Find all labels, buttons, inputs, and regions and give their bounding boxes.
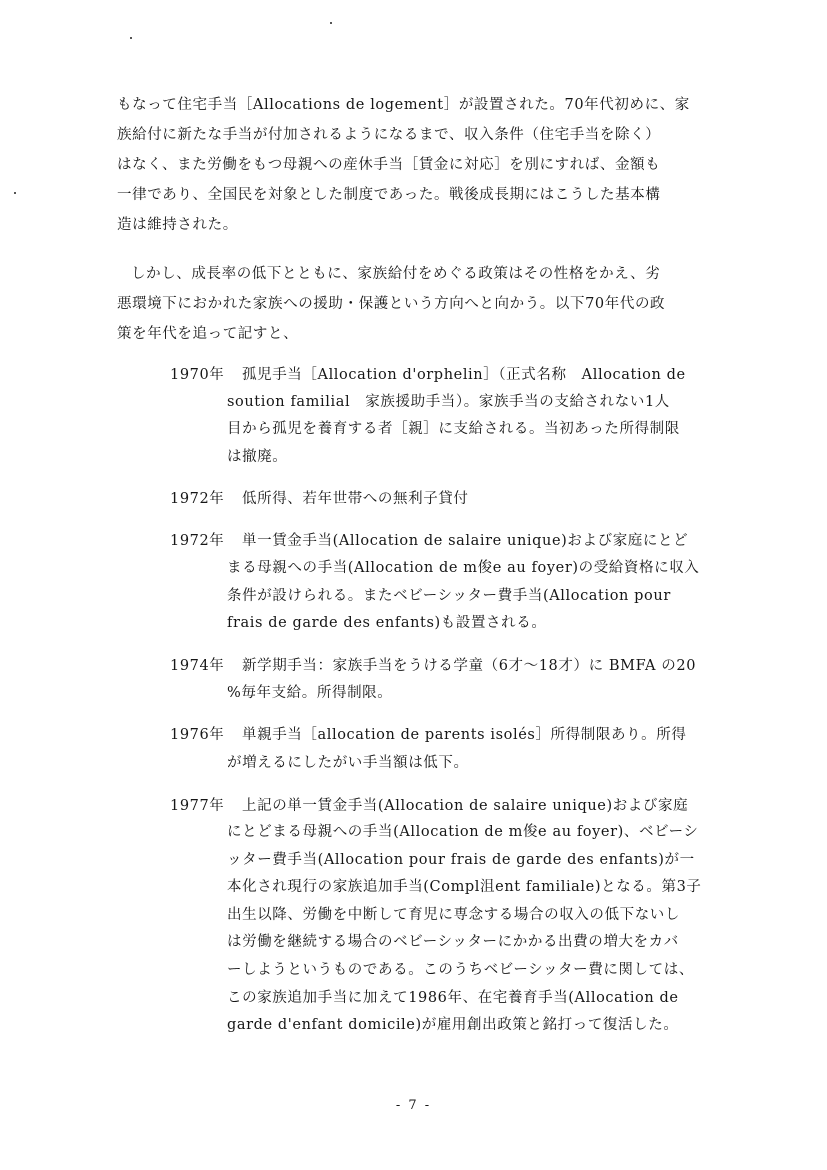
- entry-year: 1976年: [170, 727, 225, 743]
- entry-text-line: は撤廃。: [227, 449, 288, 465]
- entry-text-line: soution familial 家族援助手当）。家族手当の支給されない1人: [227, 394, 670, 410]
- entry-text-line: 低所得、若年世帯への無利子貸付: [242, 491, 469, 507]
- body-text-line: 族給付に新たな手当が付加されるようになるまで、収入条件（住宅手当を除く）: [117, 127, 661, 143]
- scan-speck: [14, 192, 16, 194]
- entry-text-line: にとどまる母親への手当(Allocation de m俊e au foyer)、ベビーシ: [227, 824, 699, 840]
- scan-speck: [130, 37, 132, 39]
- entry-text-line: %毎年支給。所得制限。: [227, 685, 393, 701]
- entry-year: 1974年: [170, 658, 225, 674]
- scan-speck: [330, 22, 332, 24]
- entry-year: 1970年: [170, 367, 225, 383]
- entry-text-line: 単一賃金手当(Allocation de salaire unique)および家庭にとど: [242, 533, 689, 549]
- body-text-line: もなって住宅手当［Allocations de logement］が設置された。70年代初めに、家: [117, 97, 690, 113]
- entry-text-line: 条件が設けられる。またベビーシッター費手当(Allocation pour: [227, 588, 671, 604]
- entry-text-line: 新学期手当：家族手当をうける学童（6才～18才）に BMFA の20: [242, 658, 697, 674]
- entry-text-line: は労働を継続する場合のベビーシッターにかかる出費の増大をカバ: [227, 934, 679, 950]
- entry-text-line: garde d'enfant domicile)が雇用創出政策と銘打って復活した。: [227, 1017, 679, 1033]
- entry-year: 1977年: [170, 798, 225, 814]
- entry-text-line: が増えるにしたがい手当額は低下。: [227, 755, 469, 771]
- entry-text-line: 目から孤児を養育する者［親］に支給される。当初あった所得制限: [227, 421, 680, 437]
- entry-text-line: まる母親への手当(Allocation de m俊e au foyer)の受給資格に収入: [227, 560, 700, 576]
- entry-text-line: 孤児手当［Allocation d'orphelin］（正式名称 Allocation de: [242, 367, 686, 383]
- entry-text-line: ーしようというものである。このうちベビーシッター費に関しては、: [227, 962, 694, 978]
- entry-year: 1972年: [170, 533, 225, 549]
- entry-text-line: 単親手当［allocation de parents isolés］所得制限あり。所得: [242, 727, 687, 743]
- entry-text-line: 上記の単一賃金手当(Allocation de salaire unique)および家庭: [242, 798, 689, 814]
- entry-text-line: ッター費手当(Allocation pour frais de garde des enfants)が一: [227, 852, 695, 868]
- body-text-line: 一律であり、全国民を対象とした制度であった。戦後成長期にはこうした基本構: [117, 187, 661, 203]
- entry-text-line: 出生以降、労働を中断して育児に専念する場合の収入の低下ないし: [227, 907, 680, 923]
- entry-text-line: この家族追加手当に加えて1986年、在宅養育手当(Allocation de: [227, 990, 679, 1006]
- entry-year: 1972年: [170, 491, 225, 507]
- entry-text-line: frais de garde des enfants)も設置される。: [227, 615, 547, 631]
- page-number: - 7 -: [395, 1098, 432, 1113]
- body-text-line: はなく、また労働をもつ母親への産休手当［賃金に対応］を別にすれば、金額も: [117, 157, 661, 173]
- body-text-line: 造は維持された。: [117, 217, 238, 233]
- body-text-line: 策を年代を追って記すと、: [117, 326, 299, 342]
- body-text-line: しかし、成長率の低下とともに、家族給付をめぐる政策はその性格をかえ、劣: [131, 266, 661, 282]
- body-text-line: 悪環境下におかれた家族への援助・保護という方向へと向かう。以下70年代の政: [117, 296, 666, 312]
- entry-text-line: 本化され現行の家族追加手当(Compl沮ent familiale)となる。第3子: [227, 879, 702, 895]
